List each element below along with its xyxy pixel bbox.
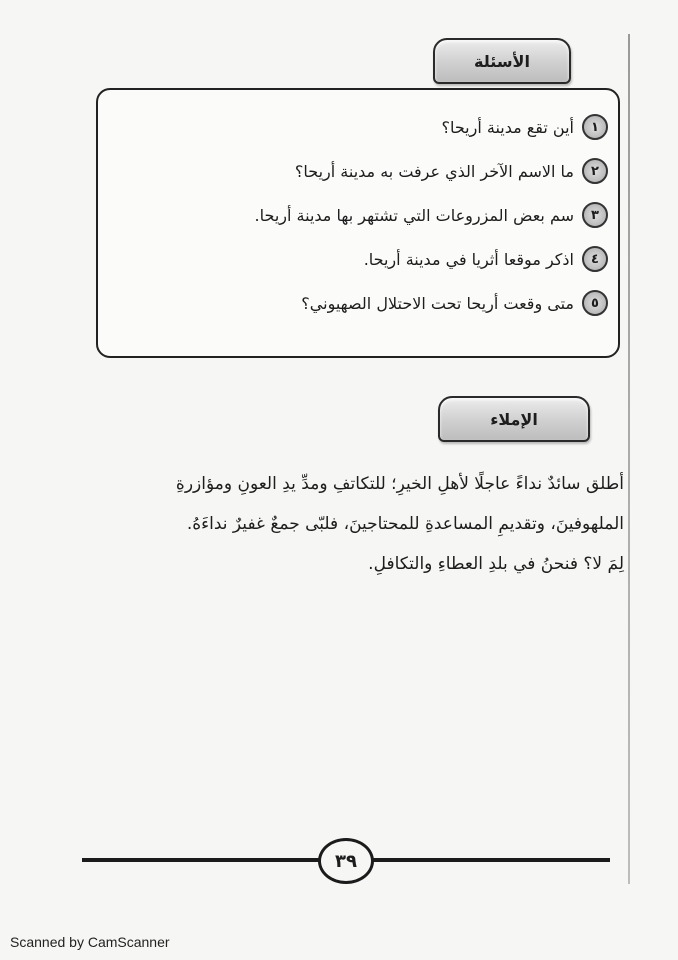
question-number-badge: ٣ [582, 202, 608, 228]
question-number-badge: ٥ [582, 290, 608, 316]
footer-rule-right [368, 858, 610, 862]
question-text: اذكر موقعا أثريا في مدينة أريحا. [363, 249, 574, 269]
question-text: أين تقع مدينة أريحا؟ [441, 117, 574, 137]
footer-rule-left [82, 858, 322, 862]
page-number-text: ٣٩ [335, 850, 357, 872]
question-item-4 [364, 246, 608, 272]
question-item-2 [295, 158, 608, 184]
questions-box [96, 88, 620, 358]
dictation-paragraph [84, 464, 624, 584]
dictation-section-title [438, 396, 590, 442]
question-text: سم بعض المزروعات التي تشتهر بها مدينة أريحا. [254, 205, 574, 225]
dictation-title-text: الإملاء [490, 409, 538, 429]
page-edge [628, 34, 630, 884]
dictation-line-3: لِمَ لا؟ فنحنُ في بلدِ العطاءِ والتكافلِ. [368, 554, 624, 574]
question-item-1 [441, 114, 608, 140]
question-number-badge: ٢ [582, 158, 608, 184]
question-number-badge: ٤ [582, 246, 608, 272]
questions-section-title [433, 38, 571, 84]
page-number [318, 838, 374, 884]
question-text: ما الاسم الآخر الذي عرفت به مدينة أريحا؟ [294, 161, 574, 181]
question-number-badge: ١ [582, 114, 608, 140]
question-item-3 [255, 202, 608, 228]
questions-title-text: الأسئلة [474, 51, 530, 71]
question-text: متى وقعت أريحا تحت الاحتلال الصهيوني؟ [301, 293, 574, 313]
scanner-watermark: Scanned by CamScanner [10, 934, 170, 950]
question-item-5 [301, 290, 608, 316]
dictation-line-1: أطلق سائدٌ نداءً عاجلًا لأهلِ الخيرِ؛ للتكاتفِ ومدِّ يدِ العونِ ومؤازرةِ [175, 474, 624, 494]
dictation-line-2: الملهوفينَ، وتقديمِ المساعدةِ للمحتاجينَ، فلبّى جمعٌ غفيرٌ نداءَهُ. [186, 514, 624, 534]
